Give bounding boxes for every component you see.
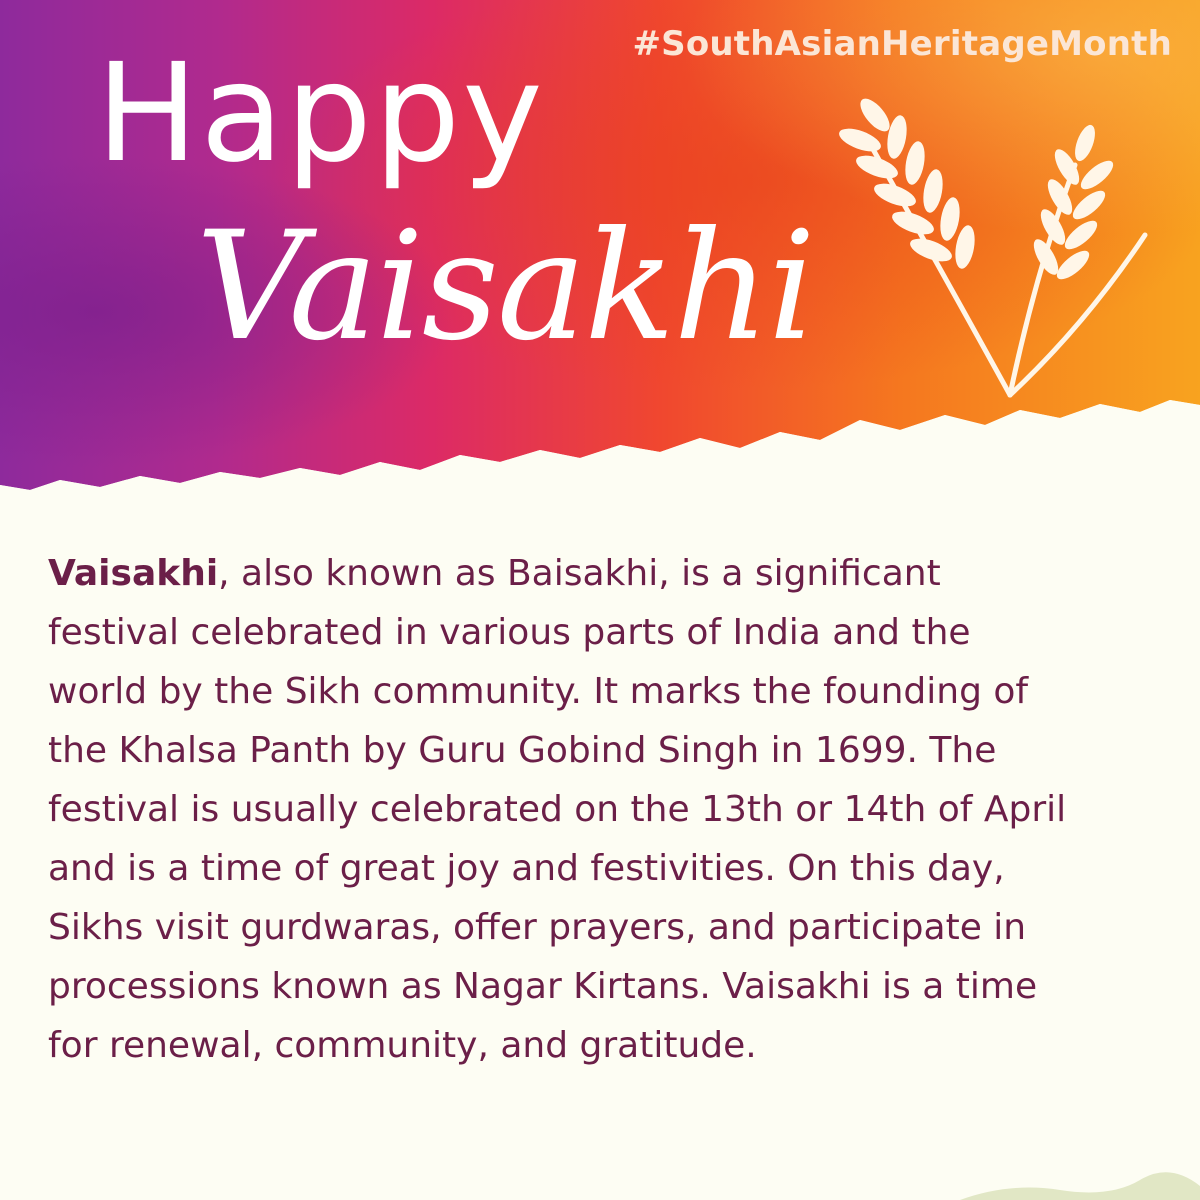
description-lead: Vaisakhi [48, 553, 219, 594]
description-line: for renewal, community, and gratitude. [48, 1025, 757, 1066]
description-line: Sikhs visit gurdwaras, offer prayers, and participate in [48, 907, 1027, 948]
wheat-stalks-icon [805, 95, 1165, 410]
hashtag-label: #SouthAsianHeritageMonth [632, 24, 1172, 64]
description-line: the Khalsa Panth by Guru Gobind Singh in 1699. The [48, 730, 997, 771]
corner-paint-splash [840, 1160, 1200, 1200]
description-paragraph [48, 544, 1158, 1075]
title-happy: Happy [96, 35, 545, 193]
description-line: festival celebrated in various parts of India and the [48, 612, 971, 653]
title-vaisakhi: Vaisakhi [196, 200, 814, 374]
description-line: processions known as Nagar Kirtans. Vaisakhi is a time [48, 966, 1038, 1007]
description-line: Vaisakhi, also known as Baisakhi, is a significant [48, 553, 941, 594]
description-line: festival is usually celebrated on the 13th or 14th of April [48, 789, 1067, 830]
description-line: world by the Sikh community. It marks the founding of [48, 671, 1029, 712]
description-line: and is a time of great joy and festivities. On this day, [48, 848, 1005, 889]
